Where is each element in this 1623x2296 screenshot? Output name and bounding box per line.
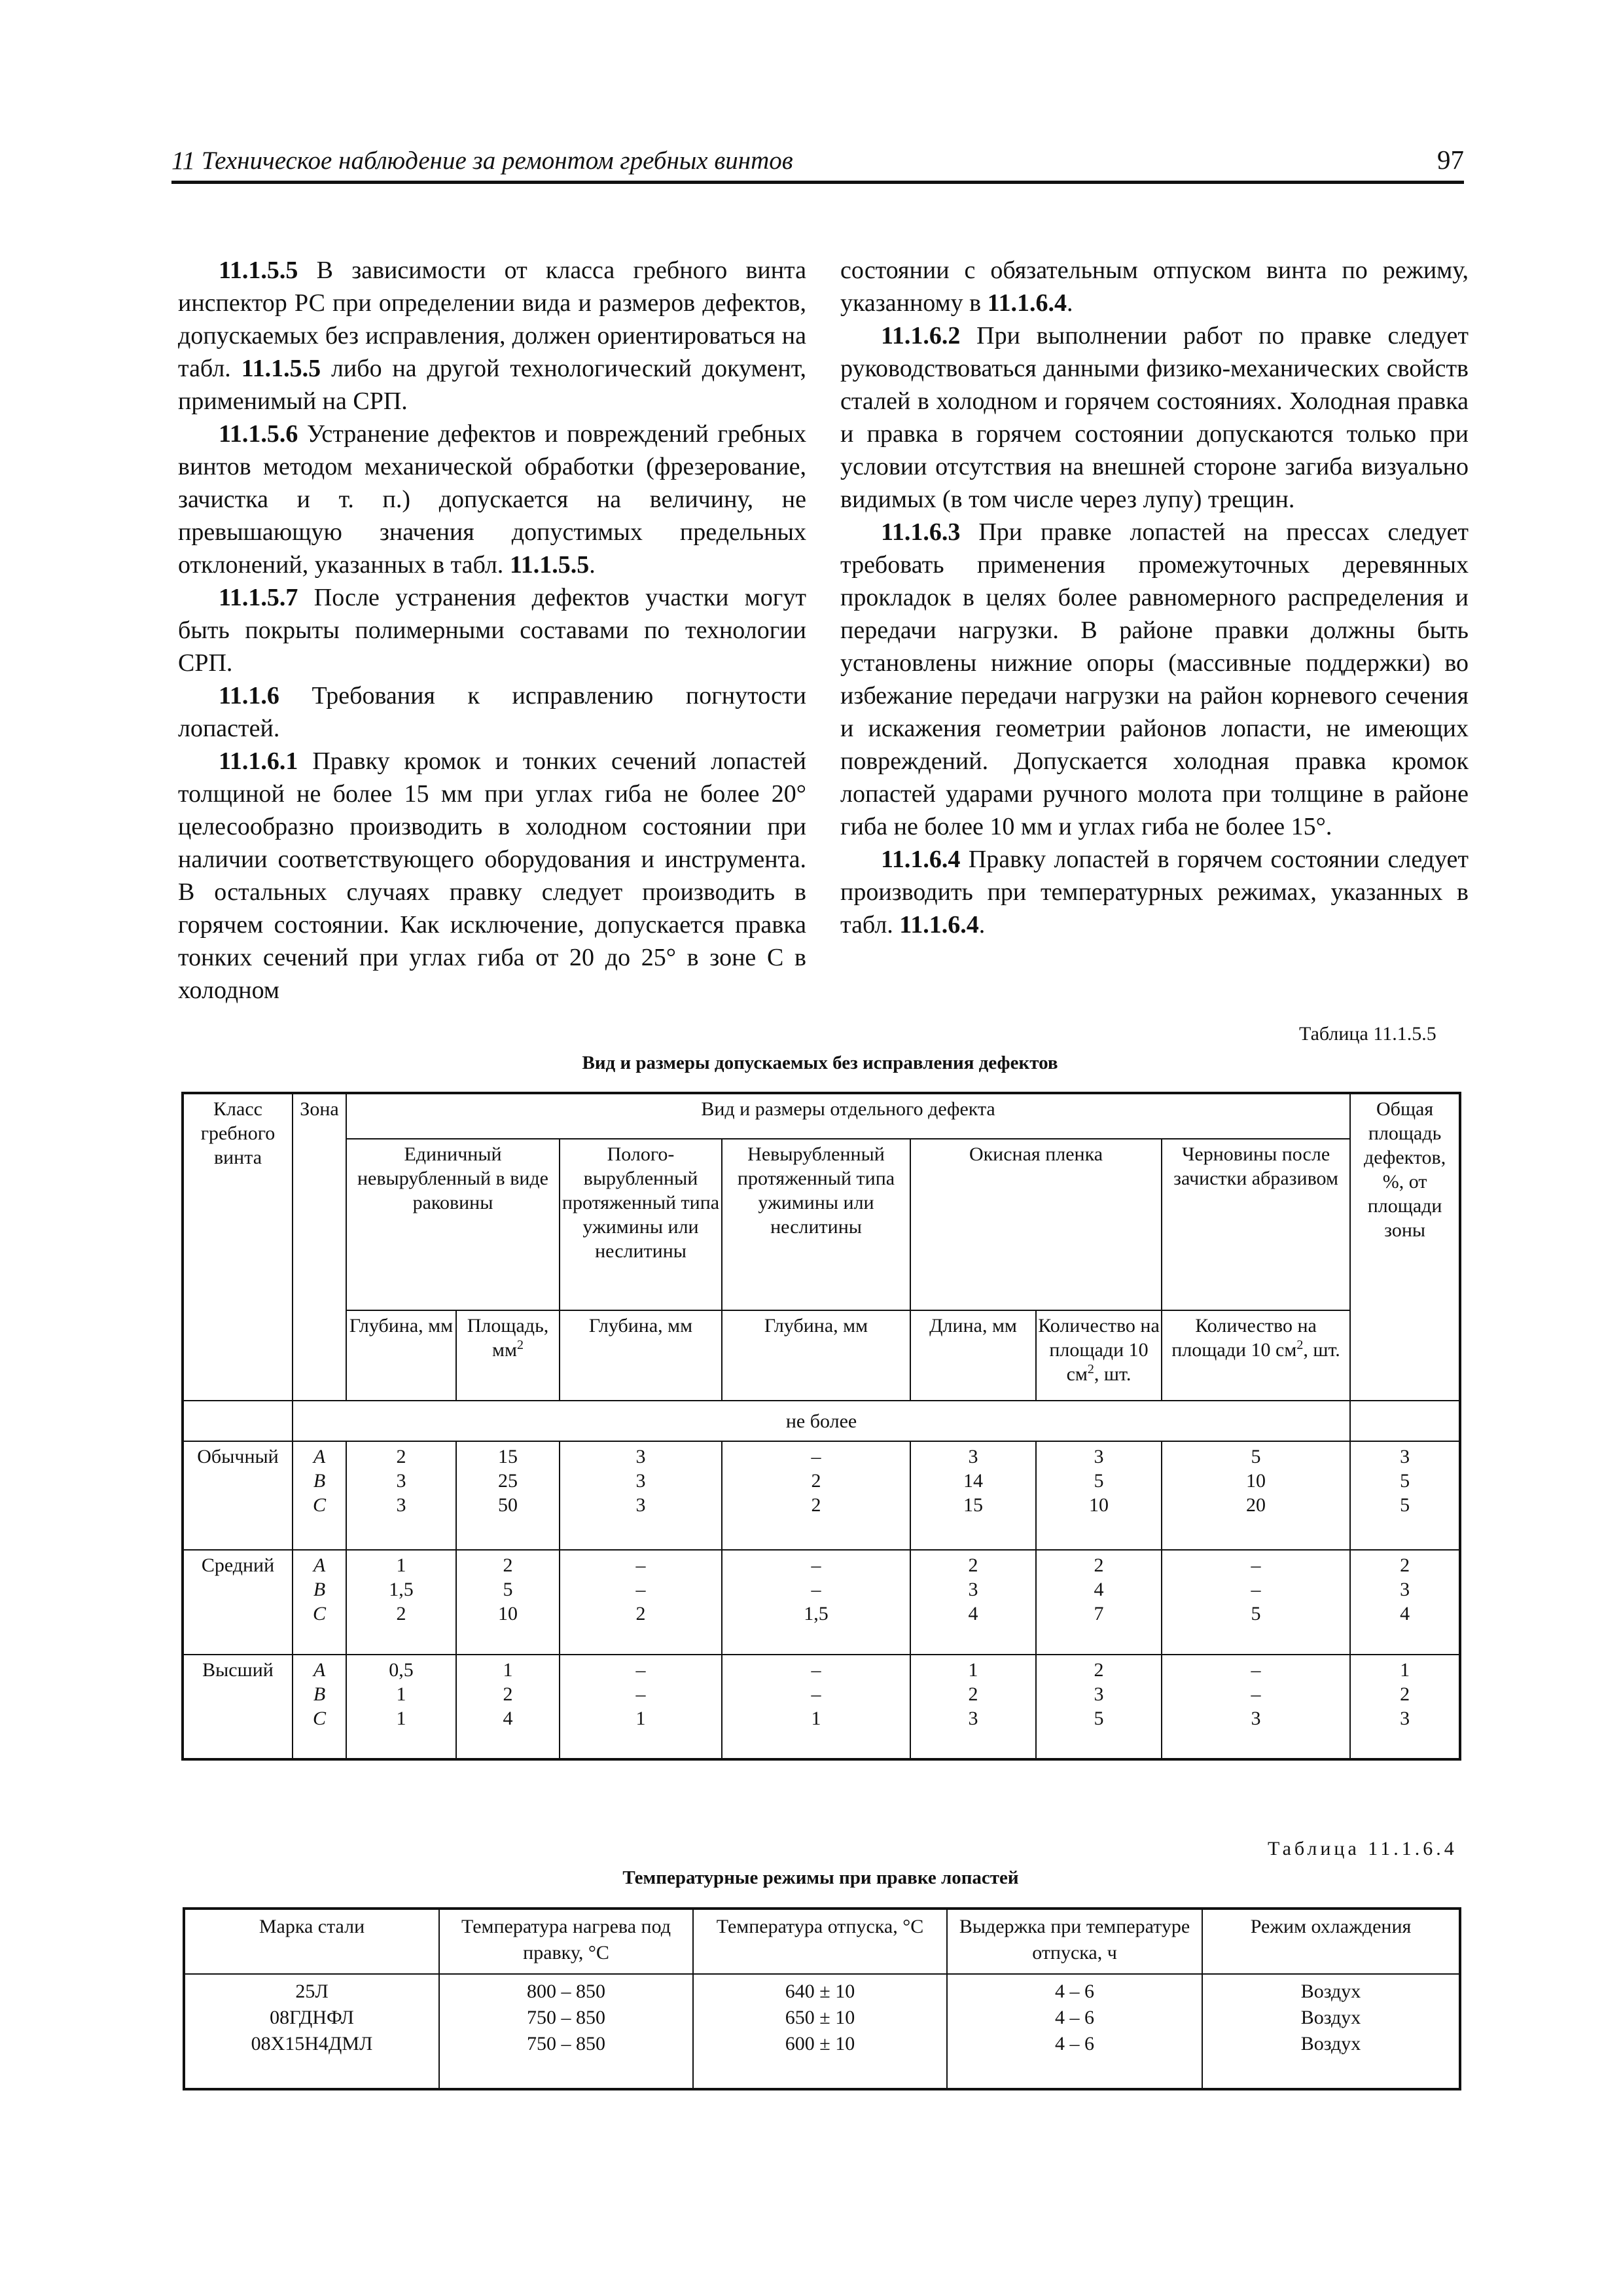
value-cell: [346, 1550, 456, 1655]
header-heating-temp: Температура нагрева под правку, °С: [439, 1909, 693, 1974]
empty-cell: [1350, 1401, 1460, 1441]
cell-line: 3: [1400, 1708, 1410, 1729]
paragraph-11-1-5-7: [178, 581, 806, 679]
cell-line: 3: [635, 1470, 646, 1492]
cell-line: –: [1251, 1659, 1261, 1681]
cell-line: 650 ± 10: [785, 2007, 855, 2028]
paragraph-text: .: [978, 911, 986, 939]
cell-line: 2: [811, 1494, 821, 1516]
value-cell: [693, 1974, 947, 2089]
paragraph-text: состоянии с обязательным отпуском винта по режиму, указанному в: [840, 257, 1469, 317]
cell-line: A: [313, 1659, 326, 1681]
paragraph-11-1-6-4: [840, 843, 1469, 941]
value-cell: [722, 1441, 910, 1550]
cell-line: 1: [811, 1708, 821, 1729]
cell-line: 4 – 6: [1055, 2007, 1094, 2028]
cell-line: 5: [1400, 1470, 1410, 1492]
cell-line: 3: [968, 1708, 978, 1729]
cell-line: 2: [635, 1603, 646, 1624]
page-number: 97: [1437, 145, 1464, 175]
cell-line: 750 – 850: [527, 2033, 605, 2054]
header-total-area: Общая площадь дефектов, %, от площади зоны: [1350, 1093, 1460, 1401]
table2-caption: Температурные режимы при правке лопастей: [622, 1867, 1019, 1888]
cell-line: 3: [968, 1446, 978, 1467]
value-cell: [1350, 1441, 1460, 1550]
value-cell: [947, 1974, 1202, 2089]
value-cell: [1036, 1550, 1162, 1655]
cell-line: 3: [396, 1494, 406, 1516]
cell-line: 3: [968, 1579, 978, 1600]
paragraph-text: Правку лопастей в горячем состоянии следует производить при температурных режимах, указанных в табл.: [840, 846, 1469, 939]
cell-line: –: [811, 1579, 821, 1600]
paragraph-text: При правке лопастей на прессах следует требовать применения промежуточных деревянных прокладок в целях более равномерного распределения и передачи нагрузки. В районе правки должны быть установлены нижние опоры (массивные поддержки) во избежание передачи нагрузки на район корневого сечения и искажения геометрии районов лопасти, не имеющих повреждений. Допускается холодная правка кромок лопастей ударами ручного молота при толщине в районе гиба не более 10 мм и углах гиба не более 15°.: [840, 518, 1469, 840]
cell-line: C: [312, 1494, 326, 1516]
sub-count: [1036, 1310, 1162, 1401]
header-cooling-mode: Режим охлаждения: [1202, 1909, 1460, 1974]
clause-number: 11.1.5.5: [219, 257, 298, 284]
chapter-title: 11 Техническое наблюдение за ремонтом гребных винтов: [171, 147, 793, 175]
paragraph-continuation: [840, 254, 1469, 319]
page-header: [171, 140, 1464, 184]
value-cell: [1036, 1655, 1162, 1759]
cell-line: 2: [396, 1603, 406, 1624]
cell-line: 2: [503, 1554, 513, 1576]
cell-line: 1: [396, 1708, 406, 1729]
table-reference: 11.1.5.5: [241, 355, 321, 382]
cell-line: B: [313, 1579, 326, 1600]
table1-number: Таблица 11.1.5.5: [1299, 1023, 1436, 1045]
cell-line: 2: [811, 1470, 821, 1492]
sub-count-unit: , шт.: [1303, 1339, 1340, 1361]
paragraph-text: После устранения дефектов участки могут быть покрыты полимерными составами по технологии СРП.: [178, 584, 806, 677]
class-cell: Высший: [183, 1655, 293, 1759]
cell-line: 3: [1094, 1683, 1104, 1705]
sub-count-text: Количество на площади 10 см: [1038, 1315, 1160, 1385]
superscript: 2: [1087, 1362, 1094, 1376]
paragraph-text: В зависимости от класса гребного винта инспектор РС при определении вида и размеров дефектов, допускаемых без исправления, должен ориентироваться на табл.: [178, 257, 806, 382]
cell-line: 4: [1094, 1579, 1104, 1600]
cell-line: 2: [1094, 1659, 1104, 1681]
cell-line: –: [635, 1683, 646, 1705]
cell-line: –: [1251, 1554, 1261, 1576]
cell-line: 2: [1400, 1683, 1410, 1705]
temperature-table: [183, 1907, 1461, 2090]
value-cell: [910, 1655, 1036, 1759]
value-cell: [1036, 1441, 1162, 1550]
value-cell: [456, 1441, 560, 1550]
table-row: [183, 1441, 1460, 1550]
class-cell: Средний: [183, 1550, 293, 1655]
cell-line: 5: [503, 1579, 513, 1600]
clause-number: 11.1.6.3: [881, 518, 961, 546]
cell-line: 4 – 6: [1055, 1981, 1094, 2002]
value-cell: [1162, 1655, 1350, 1759]
cell-line: 1: [396, 1683, 406, 1705]
paragraph-11-1-6-1: [178, 745, 806, 1007]
zone-cell: [293, 1550, 346, 1655]
cell-line: Воздух: [1300, 1981, 1361, 2002]
table-reference: 11.1.5.5: [509, 551, 590, 579]
table-row: [183, 1655, 1460, 1759]
cell-line: 15: [498, 1446, 518, 1467]
cell-line: 3: [635, 1446, 646, 1467]
header-unchopped-extended: Невырубленный протяженный типа ужимины или неслитины: [722, 1139, 910, 1310]
value-cell: [346, 1655, 456, 1759]
sub-depth: Глубина, мм: [346, 1310, 456, 1401]
paragraph-11-1-6-3: [840, 516, 1469, 843]
cell-line: –: [1251, 1579, 1261, 1600]
header-oxide-film: Окисная пленка: [910, 1139, 1162, 1310]
paragraph-text: Устранение дефектов и повреждений гребных винтов методом механической обработки (фрезерование, зачистка и т. п.) допускается на величину, не превышающую значения допустимых предельных отклонений, указанных в табл.: [178, 420, 806, 579]
zone-cell: [293, 1441, 346, 1550]
cell-line: –: [811, 1659, 821, 1681]
table1-caption: Вид и размеры допускаемых без исправления дефектов: [582, 1052, 1058, 1073]
value-cell: [910, 1550, 1036, 1655]
value-cell: [910, 1441, 1036, 1550]
paragraph-11-1-5-6: [178, 418, 806, 581]
value-cell: [456, 1655, 560, 1759]
cell-line: 3: [1400, 1446, 1410, 1467]
header-holding-time: Выдержка при температуре отпуска, ч: [947, 1909, 1202, 1974]
cell-line: A: [313, 1446, 326, 1467]
cell-line: –: [635, 1579, 646, 1600]
cell-line: 5: [1400, 1494, 1410, 1516]
cell-line: 2: [968, 1683, 978, 1705]
clause-reference: 11.1.6.4: [987, 289, 1067, 317]
cell-line: 50: [498, 1494, 518, 1516]
sub-count: [1162, 1310, 1350, 1401]
empty-cell: [183, 1401, 293, 1441]
cell-line: –: [811, 1554, 821, 1576]
cell-line: 3: [1251, 1708, 1261, 1729]
paragraph-text: либо на другой технологический документ, применимый на СРП.: [178, 355, 806, 415]
sub-depth: Глубина, мм: [560, 1310, 722, 1401]
cell-line: Воздух: [1300, 2007, 1361, 2028]
cell-line: –: [635, 1659, 646, 1681]
cell-line: Воздух: [1300, 2033, 1361, 2054]
value-cell: [560, 1655, 722, 1759]
superscript: 2: [1296, 1338, 1304, 1352]
value-cell: [184, 1974, 439, 2089]
table-row: [184, 1974, 1460, 2089]
sub-count-text: Количество на площади 10 см: [1171, 1315, 1317, 1361]
cell-line: 15: [963, 1494, 983, 1516]
clause-number: 11.1.6.4: [881, 846, 961, 873]
cell-line: 600 ± 10: [785, 2033, 855, 2054]
cell-line: B: [313, 1683, 326, 1705]
cell-line: C: [312, 1708, 326, 1729]
cell-line: 4: [503, 1708, 513, 1729]
cell-line: 10: [1089, 1494, 1109, 1516]
cell-line: 1: [503, 1659, 513, 1681]
value-cell: [1162, 1550, 1350, 1655]
header-single-cavity: Единичный невырубленный в виде раковины: [346, 1139, 560, 1310]
paragraph-text: Правку кромок и тонких сечений лопастей толщиной не более 15 мм при углах гиба не более 20° целесообразно производить в холодном состоянии при наличии соответствующего оборудования и инструмента. В остальных случаях правку следует производить в горячем состоянии. Как исключение, допускается правка тонких сечений при углах гиба от 20 до 25° в зоне С в холодном: [178, 747, 806, 1004]
cell-line: 750 – 850: [527, 2007, 605, 2028]
zone-cell: [293, 1655, 346, 1759]
cell-line: B: [313, 1470, 326, 1492]
table2-number: Таблица 11.1.6.4: [1268, 1838, 1457, 1859]
cell-line: 08ГДНФЛ: [270, 2007, 354, 2028]
cell-line: 2: [503, 1683, 513, 1705]
clause-number: 11.1.5.6: [219, 420, 298, 448]
sub-length: Длина, мм: [910, 1310, 1036, 1401]
cell-line: 1: [968, 1659, 978, 1681]
value-cell: [722, 1655, 910, 1759]
cell-line: 2: [396, 1446, 406, 1467]
value-cell: [560, 1550, 722, 1655]
sub-count-unit: , шт.: [1094, 1363, 1132, 1385]
cell-line: 3: [1094, 1446, 1104, 1467]
value-cell: [456, 1550, 560, 1655]
cell-line: 3: [396, 1470, 406, 1492]
clause-number: 11.1.6.2: [881, 322, 961, 350]
cell-line: –: [811, 1683, 821, 1705]
cell-line: 7: [1094, 1603, 1104, 1624]
class-cell: Обычный: [183, 1441, 293, 1550]
paragraph-11-1-6: [178, 679, 806, 745]
cell-line: 20: [1246, 1494, 1266, 1516]
cell-line: –: [1251, 1683, 1261, 1705]
paragraph-text: .: [589, 551, 596, 579]
paragraph-text: .: [1066, 289, 1073, 317]
value-cell: [1162, 1441, 1350, 1550]
cell-line: 1,5: [804, 1603, 829, 1624]
cell-line: A: [313, 1554, 326, 1576]
cell-line: –: [635, 1554, 646, 1576]
cell-line: 5: [1094, 1708, 1104, 1729]
cell-line: 1: [635, 1708, 646, 1729]
cell-line: 2: [1094, 1554, 1104, 1576]
defects-table: [181, 1092, 1461, 1761]
cell-line: 10: [498, 1603, 518, 1624]
cell-line: 10: [1246, 1470, 1266, 1492]
cell-line: 640 ± 10: [785, 1981, 855, 2002]
header-steel-grade: Марка стали: [184, 1909, 439, 1974]
cell-line: –: [811, 1446, 821, 1467]
sub-depth: Глубина, мм: [722, 1310, 910, 1401]
sub-area: [456, 1310, 560, 1401]
sub-area-text: Площадь, мм: [467, 1315, 549, 1361]
cell-line: 25Л: [295, 1981, 329, 2002]
table-row: [183, 1550, 1460, 1655]
paragraph-text: Требования к исправлению погнутости лопастей.: [178, 682, 806, 742]
cell-line: 3: [1400, 1579, 1410, 1600]
value-cell: [1350, 1655, 1460, 1759]
cell-line: 2: [968, 1554, 978, 1576]
cell-line: 5: [1251, 1446, 1261, 1467]
cell-line: 0,5: [389, 1659, 414, 1681]
clause-number: 11.1.6.1: [219, 747, 298, 775]
value-cell: [560, 1441, 722, 1550]
paragraph-text: При выполнении работ по правке следует руководствоваться данными физико-механических свойств сталей в холодном и горячем состояниях. Холодная правка и правка в горячем состоянии допускаются только при условии отсутствия на внешней стороне загиба визуально видимых (в том числе через лупу) трещин.: [840, 322, 1469, 513]
value-cell: [1202, 1974, 1460, 2089]
cell-line: 5: [1251, 1603, 1261, 1624]
cell-line: 5: [1094, 1470, 1104, 1492]
cell-line: 2: [1400, 1554, 1410, 1576]
cell-line: 800 – 850: [527, 1981, 605, 2002]
header-class: Класс гребного винта: [183, 1093, 293, 1401]
value-cell: [722, 1550, 910, 1655]
paragraph-11-1-5-5: [178, 254, 806, 418]
header-sloped-chopped: Полого-вырубленный протяженный типа ужимины или неслитины: [560, 1139, 722, 1310]
paragraph-11-1-6-2: [840, 319, 1469, 516]
cell-line: 14: [963, 1470, 983, 1492]
cell-line: 25: [498, 1470, 518, 1492]
cell-line: C: [312, 1603, 326, 1624]
clause-number: 11.1.5.7: [219, 584, 298, 611]
header-black-spots: Черновины после зачистки абразивом: [1162, 1139, 1350, 1310]
superscript: 2: [516, 1338, 524, 1352]
value-cell: [1350, 1550, 1460, 1655]
clause-number: 11.1.6: [219, 682, 279, 709]
table-reference: 11.1.6.4: [899, 911, 979, 939]
header-defect-type: Вид и размеры отдельного дефекта: [346, 1093, 1350, 1139]
header-tempering-temp: Температура отпуска, °С: [693, 1909, 947, 1974]
no-more-row: не более: [293, 1401, 1350, 1441]
header-zone: Зона: [293, 1093, 346, 1401]
value-cell: [439, 1974, 693, 2089]
cell-line: 4: [968, 1603, 978, 1624]
cell-line: 1: [1400, 1659, 1410, 1681]
cell-line: 1,5: [389, 1579, 414, 1600]
value-cell: [346, 1441, 456, 1550]
cell-line: 3: [635, 1494, 646, 1516]
left-column: [178, 254, 806, 1007]
cell-line: 4 – 6: [1055, 2033, 1094, 2054]
cell-line: 1: [396, 1554, 406, 1576]
cell-line: 4: [1400, 1603, 1410, 1624]
cell-line: 08Х15Н4ДМЛ: [251, 2033, 373, 2054]
right-column: [840, 254, 1469, 941]
